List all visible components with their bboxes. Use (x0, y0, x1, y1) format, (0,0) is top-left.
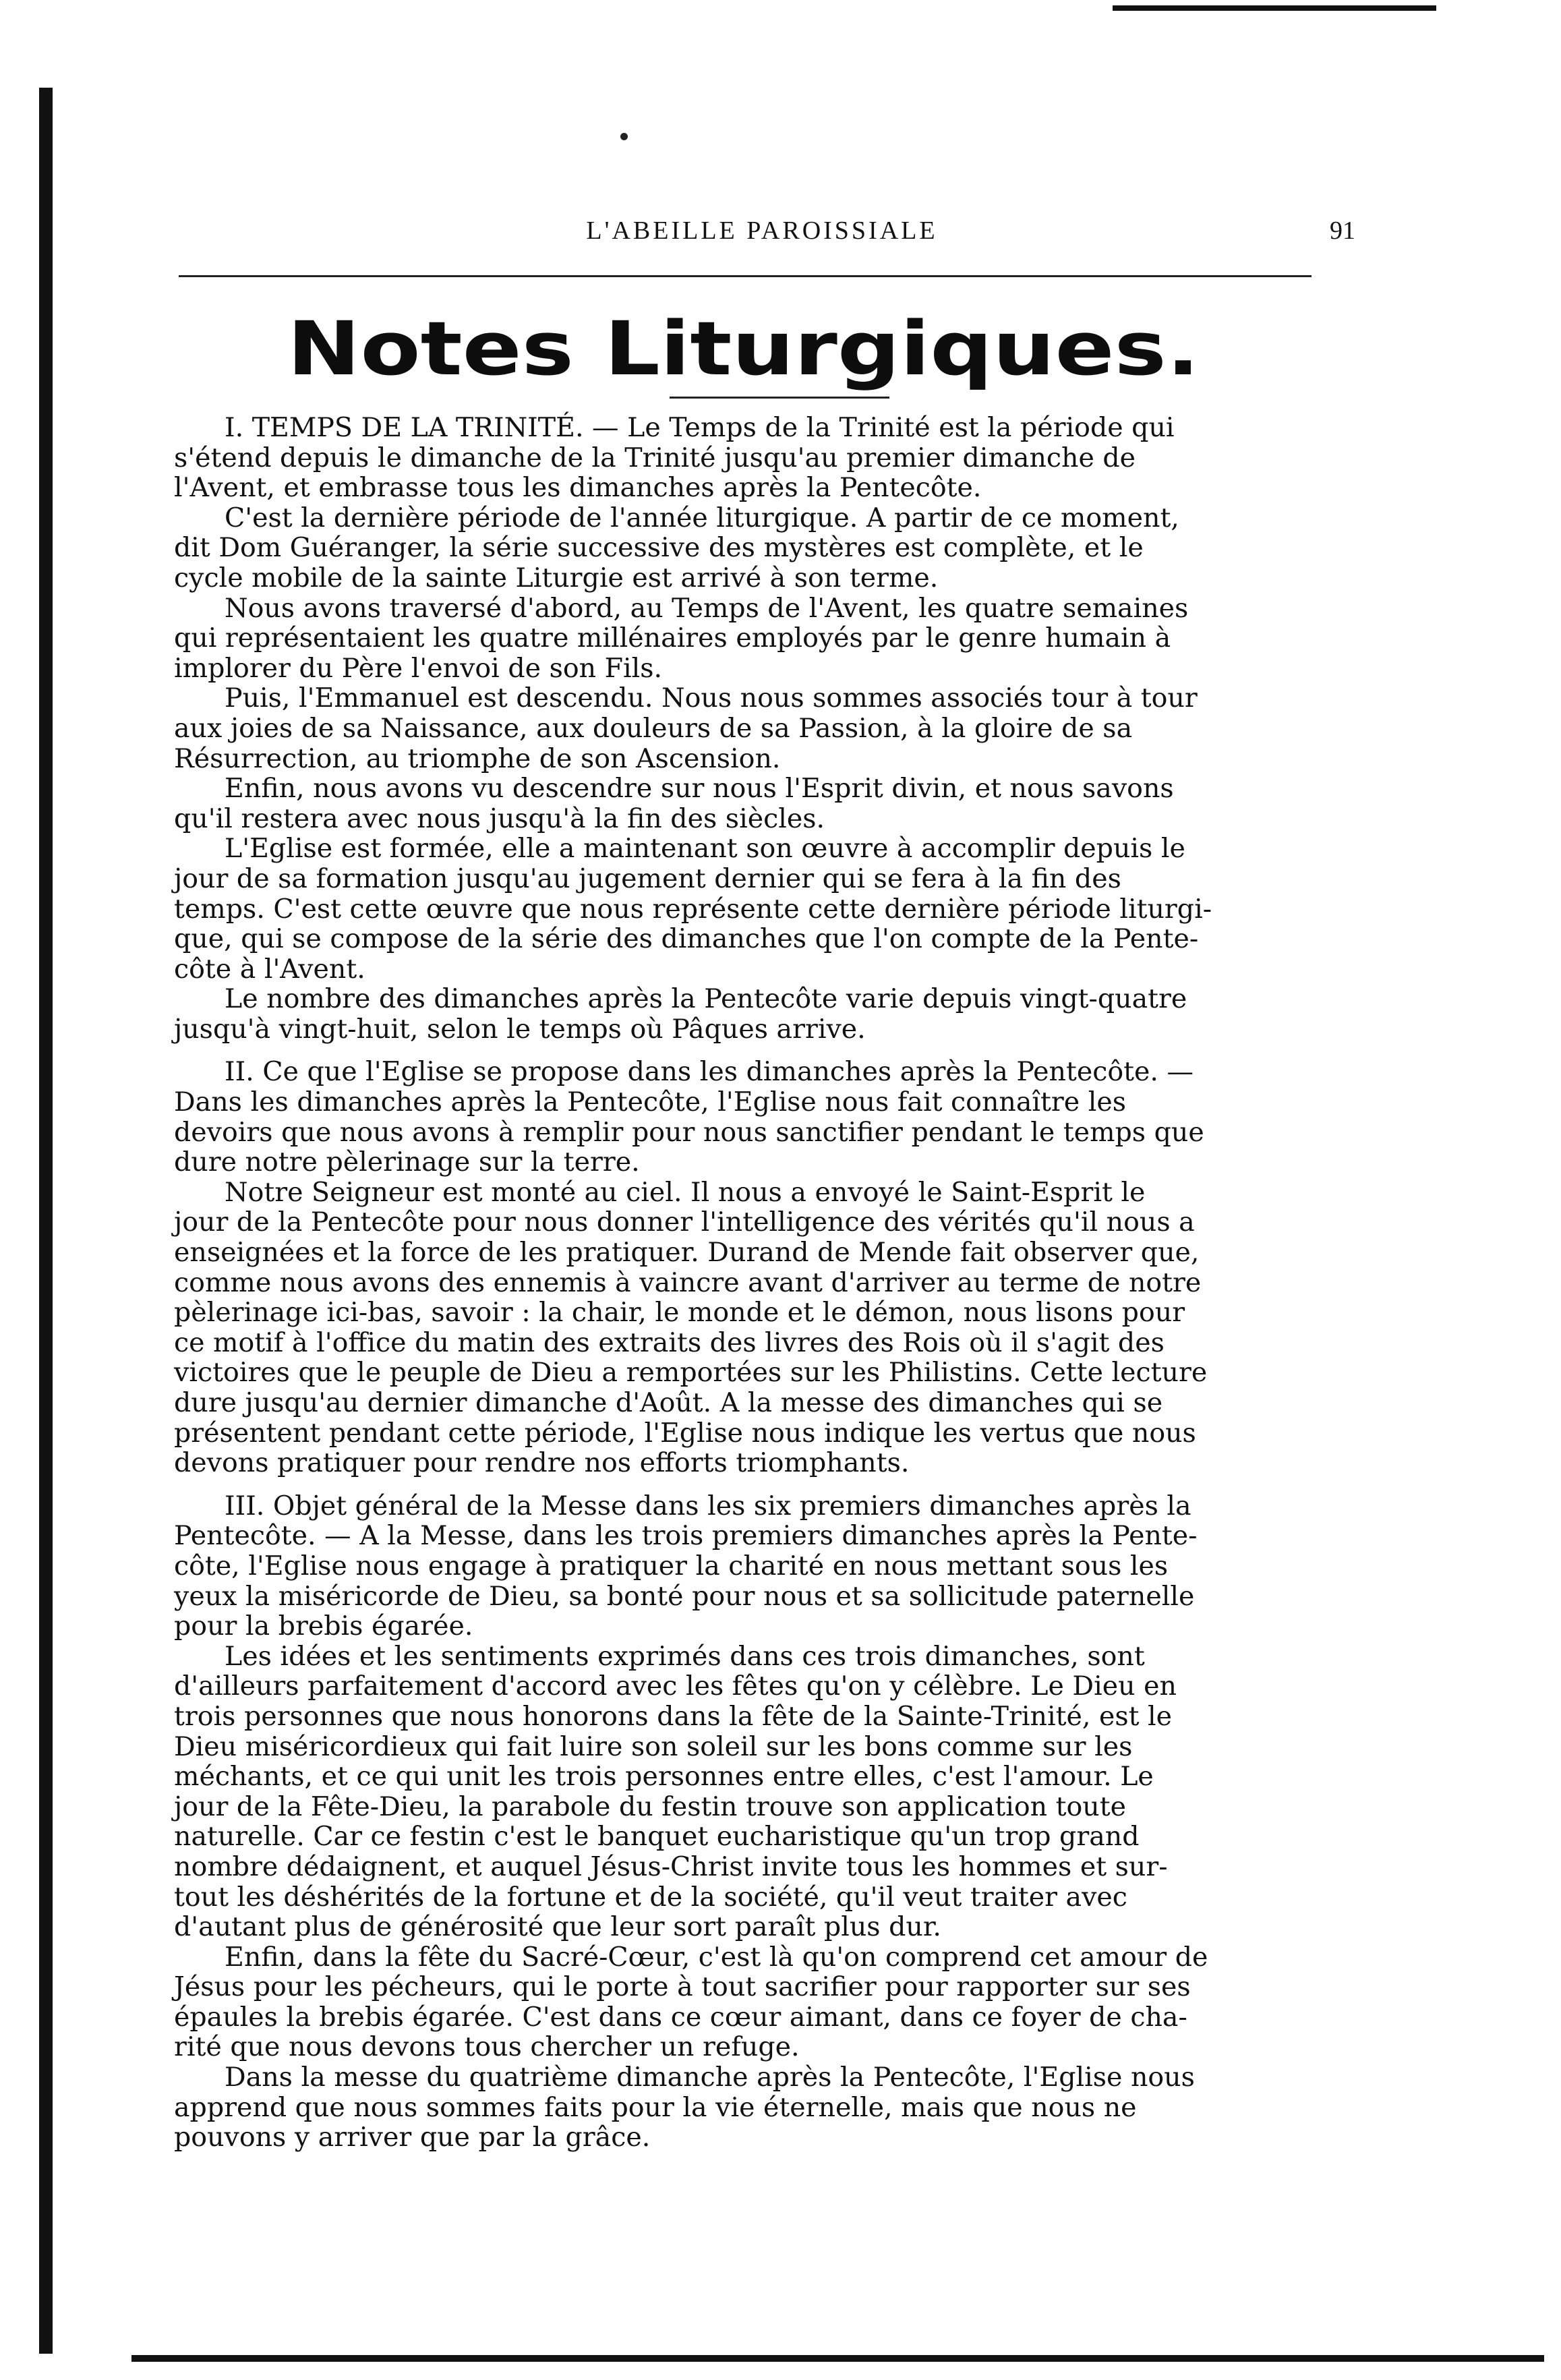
text-line: nombre dédaignent, et auquel Jésus-Christ invite tous les hommes et sur- (174, 1851, 1168, 1882)
scan-bottom-border (131, 2355, 1544, 2362)
text-line: Puis, l'Emmanuel est descendu. Nous nous sommes associés tour à tour (225, 683, 1198, 714)
text-line: Dans la messe du quatrième dimanche après la Pentecôte, l'Eglise nous (225, 2062, 1195, 2093)
text-line: qu'il restera avec nous jusqu'à la fin des siècles. (174, 803, 825, 834)
paragraph (174, 1942, 1361, 2062)
text-line: enseignées et la force de les pratiquer. Durand de Mende fait observer que, (174, 1237, 1200, 1269)
text-line: jour de la Fête-Dieu, la parabole du festin trouve son application toute (174, 1791, 1126, 1822)
paragraph (174, 593, 1361, 684)
text-line: Dieu miséricordieux qui fait luire son soleil sur les bons comme sur les (174, 1731, 1133, 1762)
text-line: pour la brebis égarée. (174, 1610, 473, 1642)
running-head (169, 216, 1355, 250)
paragraph (174, 1057, 1361, 1177)
text-line: présentent pendant cette période, l'Eglise nous indique les vertus que nous (174, 1417, 1196, 1449)
text-line: apprend que nous sommes faits pour la vie éternelle, mais que nous ne (174, 2091, 1137, 2123)
text-line: Notre Seigneur est monté au ciel. Il nous a envoyé le Saint-Esprit le (225, 1176, 1146, 1208)
text-line: que, qui se compose de la série des dimanches que l'on compte de la Pente- (174, 923, 1199, 955)
paragraph (174, 834, 1361, 984)
running-head-title: L'ABEILLE PAROISSIALE (586, 216, 938, 245)
text-line: I. TEMPS DE LA TRINITÉ. — Le Temps de la Trinité est la période qui (225, 412, 1175, 443)
scan-left-border (39, 88, 53, 2354)
paragraph (174, 774, 1361, 834)
text-line: comme nous avons des ennemis à vaincre avant d'arriver au terme de notre (174, 1267, 1202, 1298)
paragraph (174, 503, 1361, 593)
text-line: trois personnes que nous honorons dans la fête de la Sainte-Trinité, est le (174, 1700, 1173, 1732)
paragraph (174, 1491, 1361, 1642)
text-line: jour de la Pentecôte pour nous donner l'intelligence des vérités qu'il nous a (174, 1207, 1195, 1238)
text-line: côte à l'Avent. (174, 953, 365, 985)
header-rule (179, 275, 1312, 277)
text-line: II. Ce que l'Eglise se propose dans les dimanches après la Pentecôte. — (225, 1056, 1194, 1088)
text-line: devons pratiquer pour rendre nos efforts triomphants. (174, 1447, 910, 1479)
text-line: dure notre pèlerinage sur la terre. (174, 1147, 640, 1178)
text-line: Enfin, nous avons vu descendre sur nous l'Esprit divin, et nous savons (225, 773, 1174, 805)
text-line: d'autant plus de générosité que leur sort paraît plus dur. (174, 1911, 941, 1943)
text-line: Les idées et les sentiments exprimés dans ces trois dimanches, sont (225, 1640, 1145, 1672)
paragraph (174, 1178, 1361, 1478)
text-line: Pentecôte. — A la Messe, dans les trois premiers dimanches après la Pente- (174, 1520, 1198, 1552)
text-line: Résurrection, au triomphe de son Ascension. (174, 743, 781, 774)
text-line: pouvons y arriver que par la grâce. (174, 2122, 651, 2153)
scan-edge-mark (1113, 5, 1436, 11)
text-line: aux joies de sa Naissance, aux douleurs de sa Passion, à la gloire de sa (174, 712, 1133, 744)
text-line: épaules la brebis égarée. C'est dans ce cœur aimant, dans ce foyer de cha- (174, 2001, 1187, 2033)
title-rule (670, 397, 889, 399)
paragraph (174, 683, 1361, 774)
paragraph (174, 2062, 1361, 2153)
ink-dot (620, 133, 628, 140)
text-line: s'étend depuis le dimanche de la Trinité jusqu'au premier dimanche de (174, 442, 1136, 473)
text-line: Jésus pour les pécheurs, qui le porte à tout sacrifier pour rapporter sur ses (174, 1971, 1191, 2003)
text-line: Dans les dimanches après la Pentecôte, l'Eglise nous fait connaître les (174, 1086, 1126, 1118)
text-line: jusqu'à vingt-huit, selon le temps où Pâques arrive. (174, 1013, 866, 1045)
text-line: pèlerinage ici-bas, savoir : la chair, le monde et le démon, nous lisons pour (174, 1297, 1185, 1329)
paragraph (174, 1642, 1361, 1942)
text-line: victoires que le peuple de Dieu a remportées sur les Philistins. Cette lecture (174, 1357, 1208, 1389)
text-line: Nous avons traversé d'abord, au Temps de l'Avent, les quatre semaines (225, 592, 1189, 624)
text-line: d'ailleurs parfaitement d'accord avec les fêtes qu'on y célèbre. Le Dieu en (174, 1671, 1177, 1702)
text-line: III. Objet général de la Messe dans les six premiers dimanches après la (225, 1490, 1191, 1521)
text-line: dit Dom Guéranger, la série successive des mystères est complète, et le (174, 532, 1144, 564)
text-line: yeux la miséricorde de Dieu, sa bonté pour nous et sa sollicitude paternelle (174, 1580, 1195, 1612)
text-line: jour de sa formation jusqu'au jugement dernier qui se fera à la fin des (174, 863, 1121, 894)
text-line: Enfin, dans la fête du Sacré-Cœur, c'est là qu'on comprend cet amour de (225, 1941, 1208, 1973)
paragraph-gap (174, 1478, 1361, 1491)
text-line: tout les déshérités de la fortune et de la société, qu'il veut traiter avec (174, 1881, 1127, 1913)
paragraph (174, 984, 1361, 1044)
text-line: implorer du Père l'envoi de son Fils. (174, 652, 663, 684)
paragraph (174, 413, 1361, 503)
text-line: temps. C'est cette œuvre que nous représente cette dernière période liturgi- (174, 893, 1212, 925)
text-line: Le nombre des dimanches après la Pentecôte varie depuis vingt-quatre (225, 983, 1187, 1015)
text-line: méchants, et ce qui unit les trois personnes entre elles, c'est l'amour. Le (174, 1761, 1154, 1793)
text-line: côte, l'Eglise nous engage à pratiquer la charité en nous mettant sous les (174, 1550, 1169, 1581)
text-line: C'est la dernière période de l'année liturgique. A partir de ce moment, (225, 502, 1179, 533)
text-line: cycle mobile de la sainte Liturgie est arrivé à son terme. (174, 562, 939, 593)
text-line: dure jusqu'au dernier dimanche d'Août. A la messe des dimanches qui se (174, 1387, 1163, 1418)
paragraph-gap (174, 1044, 1361, 1057)
article-body (174, 413, 1361, 2153)
text-line: qui représentaient les quatre millénaires employés par le genre humain à (174, 622, 1171, 654)
text-line: rité que nous devons tous chercher un refuge. (174, 2031, 800, 2063)
text-line: L'Eglise est formée, elle a maintenant son œuvre à accomplir depuis le (225, 833, 1185, 865)
text-line: naturelle. Car ce festin c'est le banquet eucharistique qu'un trop grand (174, 1821, 1140, 1853)
section-title: Notes Liturgiques. (287, 306, 1200, 392)
text-line: devoirs que nous avons à remplir pour nous sanctifier pendant le temps que (174, 1116, 1204, 1148)
text-line: l'Avent, et embrasse tous les dimanches après la Pentecôte. (174, 472, 982, 504)
text-line: ce motif à l'office du matin des extraits des livres des Rois où il s'agit des (174, 1327, 1165, 1358)
page-number: 91 (1330, 216, 1355, 245)
